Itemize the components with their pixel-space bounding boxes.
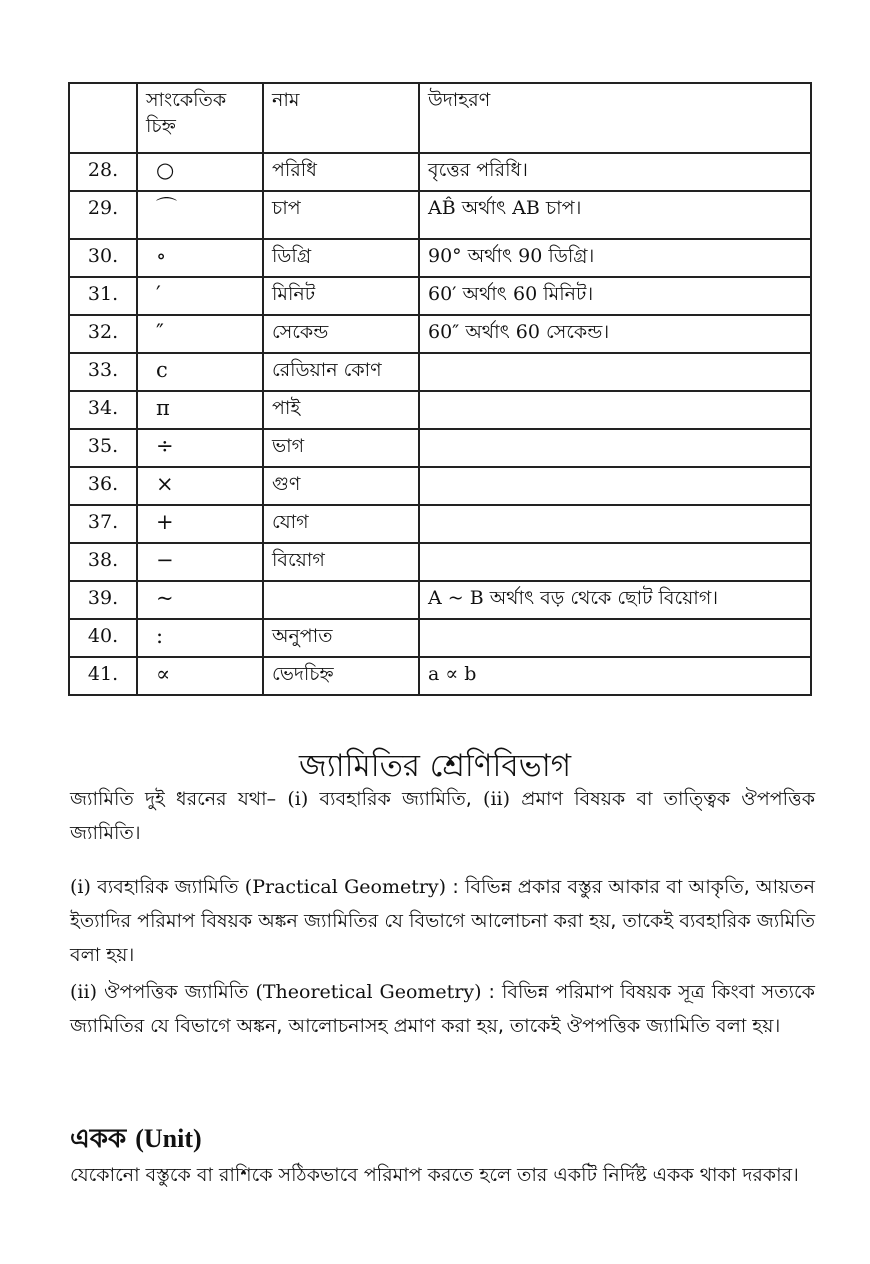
practical-term: ব্যবহারিক জ্যামিতি [90,876,245,898]
row-name-cell [263,581,419,619]
table-row [69,153,811,191]
table-row [69,543,811,581]
row-symbol-cell: π [137,391,263,429]
row-name-cell: রেডিয়ান কোণ [263,353,419,391]
unit-heading-english: (Unit) [135,1124,202,1153]
row-name-cell: ভাগ [263,429,419,467]
row-name-cell: ভেদচিহ্ন [263,657,419,695]
row-example-cell [419,353,811,391]
header-cell-symbol: সাংকেতিক চিহ্ন [137,83,263,153]
row-number-cell: 28. [69,153,137,191]
row-example-cell: a ∝ b [419,657,811,695]
row-number-cell: 39. [69,581,137,619]
table-row [69,581,811,619]
table-row [69,239,811,277]
row-name-cell: গুণ [263,467,419,505]
row-example-cell: 60′ অর্থাৎ 60 মিনিট। [419,277,811,315]
intro-text-c: ব্যবহারিক জ্যামিতি, [308,788,484,810]
intro-paragraph [70,782,815,850]
row-example-cell [419,543,811,581]
row-symbol-cell: ÷ [137,429,263,467]
table-row [69,657,811,695]
row-symbol-cell: + [137,505,263,543]
row-example-cell [419,505,811,543]
row-number-cell: 32. [69,315,137,353]
row-symbol-cell: ⌒ [137,191,263,239]
row-symbol-cell: : [137,619,263,657]
table-header-row [69,83,811,153]
theoretical-geometry-paragraph [70,975,815,1043]
row-example-cell: বৃত্তের পরিধি। [419,153,811,191]
row-name-cell: ডিগ্রি [263,239,419,277]
row-number-cell: 37. [69,505,137,543]
row-symbol-cell: ○ [137,153,263,191]
table-row [69,467,811,505]
intro-label-i: (i) [287,788,309,810]
unit-heading-bangla: একক [70,1124,136,1154]
row-example-cell [419,391,811,429]
header-cell-example: উদাহরণ [419,83,811,153]
row-name-cell: বিয়োগ [263,543,419,581]
row-example-cell: 60″ অর্থাৎ 60 সেকেন্ড। [419,315,811,353]
row-symbol-cell: ′ [137,277,263,315]
theoretical-label: (ii) [70,981,97,1003]
row-example-cell: 90° অর্থাৎ 90 ডিগ্রি। [419,239,811,277]
header-cell-number [69,83,137,153]
row-symbol-cell: ~ [137,581,263,619]
theoretical-english-term: (Theoretical Geometry) [255,981,482,1003]
row-number-cell: 35. [69,429,137,467]
theoretical-definition: : বিভিন্ন পরিমাপ বিষয়ক সূত্র কিংবা সত্যকে জ্যামিতির যে বিভাগে অঙ্কন, আলোচনাসহ প্রমাণ করা হয়, তাকেই ঔপপত্তিক জ্যামিতি বলা হয়। [70,981,815,1037]
row-number-cell: 40. [69,619,137,657]
row-name-cell: পাই [263,391,419,429]
header-cell-name: নাম [263,83,419,153]
practical-geometry-paragraph [70,870,815,972]
row-symbol-cell: ∝ [137,657,263,695]
row-symbol-cell: − [137,543,263,581]
row-example-cell [419,429,811,467]
row-number-cell: 41. [69,657,137,695]
row-symbol-cell: ∘ [137,239,263,277]
symbols-table [68,82,812,696]
table-row [69,277,811,315]
row-symbol-cell: × [137,467,263,505]
table-row [69,353,811,391]
row-symbol-cell: ″ [137,315,263,353]
table-row [69,619,811,657]
row-name-cell: অনুপাত [263,619,419,657]
row-number-cell: 29. [69,191,137,239]
intro-text-a: জ্যামিতি দুই ধরনের যথা– [70,788,288,810]
section-title: জ্যামিতির শ্রেণিবিভাগ [298,748,572,784]
table-row [69,391,811,429]
theoretical-term: ঔপপত্তিক জ্যামিতি [96,981,256,1003]
row-name-cell: মিনিট [263,277,419,315]
row-number-cell: 33. [69,353,137,391]
row-example-cell [419,619,811,657]
row-example-cell: AB̂ অর্থাৎ AB চাপ। [419,191,811,239]
intro-text-e: প্রমাণ বিষয়ক বা তাত্ত্বিক ঔপপত্তিক জ্যামিতি। [70,788,816,844]
table-row [69,315,811,353]
row-number-cell: 31. [69,277,137,315]
intro-label-ii: (ii) [483,788,511,810]
row-example-cell: A ~ B অর্থাৎ বড় থেকে ছোট বিয়োগ। [419,581,811,619]
row-symbol-cell: c [137,353,263,391]
table-row [69,505,811,543]
practical-english-term: (Practical Geometry) [244,876,447,898]
row-example-cell [419,467,811,505]
row-number-cell: 30. [69,239,137,277]
table-row [69,191,811,239]
practical-label: (i) [70,876,91,898]
row-number-cell: 34. [69,391,137,429]
row-name-cell: সেকেন্ড [263,315,419,353]
row-name-cell: যোগ [263,505,419,543]
table-row [69,429,811,467]
row-name-cell: চাপ [263,191,419,239]
unit-heading [70,1118,202,1162]
row-number-cell: 38. [69,543,137,581]
unit-paragraph: যেকোনো বস্তুকে বা রাশিকে সঠিকভাবে পরিমাপ করতে হলে তার একটি নির্দিষ্ট একক থাকা দরকার। [70,1164,799,1186]
practical-definition: : বিভিন্ন প্রকার বস্তুর আকার বা আকৃতি, আয়তন ইত্যাদির পরিমাপ বিষয়ক অঙ্কন জ্যামিতির যে বিভাগে আলোচনা করা হয়, তাকেই ব্যবহারিক জ্যমিতি বলা হয়। [70,876,815,966]
row-name-cell: পরিধি [263,153,419,191]
row-number-cell: 36. [69,467,137,505]
